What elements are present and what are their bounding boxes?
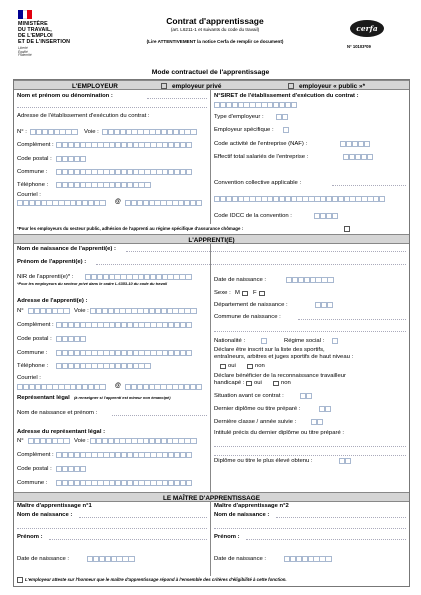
apprentice-phone-label: Téléphone : [17,363,49,369]
master1-first-name-field[interactable] [49,534,207,540]
apprentice-birth-name-label: Nom de naissance de l'apprenti(e) : [17,246,116,252]
apprentice-band [14,234,409,244]
precise-title-label: Intitulé précis du dernier diplôme ou titre préparé : [214,430,344,436]
employer-email-domain-boxes[interactable] [125,200,202,206]
email-at-icon: @ [115,199,121,205]
sex-f-checkbox[interactable] [259,291,265,297]
legal-rep-complement-label: Complément : [17,452,54,458]
master1-birth-name-field[interactable] [79,512,207,518]
last-class-boxes[interactable] [311,419,323,425]
legal-rep-number-boxes[interactable] [28,438,69,444]
employer-public-label: employeur « public »* [299,82,366,90]
employer-specific-label: Employeur spécifique : [214,127,274,133]
master2-first-name-label: Prénom : [214,534,240,540]
marianne-flag-icon [18,10,32,19]
apprentice-postal-label: Code postal : [17,336,52,342]
apprentice-street-label: Voie : [74,308,89,314]
employer-address-label: Adresse de l'établissement d'exécution du contrat : [17,113,150,119]
disability-line-2: handicapé : [214,380,245,386]
apprentice-dept-label: Département de naissance : [214,302,288,308]
employer-convention-boxes[interactable] [214,196,385,202]
legal-rep-postal-label: Code postal : [17,466,52,472]
apprentice-number-label: N° [17,308,24,314]
apprentice-email-label: Courriel : [17,375,41,381]
employer-idcc-label: Code IDCC de la convention : [214,213,292,219]
employer-street-label: Voie : [84,129,99,135]
disability-no-checkbox[interactable] [273,381,279,387]
employer-column-divider [210,90,211,224]
apprentice-nir-note: *Pour les employeurs du secteur privé dans le cadre L.6353-10 du code du travail [17,281,168,286]
unemployment-insurance-checkbox[interactable] [344,226,350,232]
apprentice-first-name-label: Prénom de l'apprenti(e) : [17,259,87,265]
employer-band [14,80,409,90]
apprentice-email-domain-boxes[interactable] [125,384,202,390]
master1-birth-name-field-2[interactable] [17,523,207,529]
legal-rep-name-label: Nom de naissance et prénom : [17,410,98,416]
employer-siret-label: N°SIRET de l'établissement d'exécution du contrat : [214,93,359,99]
sex-m-checkbox[interactable] [242,291,248,297]
legal-rep-city-label: Commune : [17,480,48,486]
master-attestation-note: L'employeur atteste sur l'honneur que le maître d'apprentissage répond à l'ensemble des critères d'éligibilité à cette fonction. [25,577,287,582]
master1-birth-date-boxes[interactable] [87,556,134,562]
last-class-label: Dernière classe / année suivie : [214,419,297,425]
form-frame [13,79,410,587]
apprentice-birth-date-label: Date de naissance : [214,277,267,283]
employer-email-user-boxes[interactable] [17,200,105,206]
apprentice-complement-boxes[interactable] [56,322,191,328]
legal-rep-address-label: Adresse du représentant légal : [17,429,106,435]
employer-private-label: employeur privé [172,82,222,90]
motto-line: Égalité [18,49,28,54]
precise-title-field[interactable] [214,441,406,447]
employer-headcount-boxes[interactable] [343,154,372,160]
precise-title-field-2[interactable] [214,450,406,456]
employer-type-boxes[interactable] [276,114,288,120]
document-header [110,16,320,44]
last-diploma-boxes[interactable] [319,406,331,412]
cerfa-number: N° 10103*09 [347,44,371,49]
employer-complement-boxes[interactable] [56,142,191,148]
last-diploma-label: Dernier diplôme ou titre préparé : [214,406,301,412]
cerfa-logo: cerfa [350,20,384,37]
ministry-line: MINISTÈRE [18,21,48,27]
ministry-line: DU TRAVAIL, [18,27,52,33]
apprentice-postal-boxes[interactable] [56,336,85,342]
disability-yes-checkbox[interactable] [246,381,252,387]
employer-band-title: L'EMPLOYEUR [72,82,118,90]
employer-phone-boxes[interactable] [56,182,150,188]
employer-email-label: Courriel : [17,192,41,198]
apprentice-dept-boxes[interactable] [315,302,333,308]
apprentice-street-boxes[interactable] [90,308,196,314]
legal-rep-label: Représentant légal [17,395,70,401]
employer-naf-boxes[interactable] [340,141,369,147]
master1-first-name-label: Prénom : [17,534,43,540]
master-attestation-checkbox[interactable] [17,577,23,583]
ministry-line: DE L'EMPLOI [18,33,53,39]
employer-type-label: Type d'employeur : [214,114,264,120]
legal-rep-complement-boxes[interactable] [56,452,191,458]
legal-rep-note: (à renseigner si l'apprenti est mineur non émancipé) [74,395,171,400]
legal-rep-city-boxes[interactable] [56,480,191,486]
apprentice-nir-label: NIR de l'apprenti(e)* : [17,274,74,280]
email-at-icon: @ [115,383,121,389]
master2-birth-date-label: Date de naissance : [214,556,267,562]
master2-first-name-field[interactable] [246,534,406,540]
document-notice: (Lire ATTENTIVEMENT la notice Cerfa de remplir ce document) [146,39,284,44]
employer-name-field-2[interactable] [17,102,207,108]
apprentice-birth-city-field[interactable] [298,314,406,320]
employer-number-label: N° : [17,129,27,135]
motto-line: Liberté [18,46,28,50]
employer-idcc-boxes[interactable] [314,213,338,219]
employer-postal-boxes[interactable] [56,156,85,162]
apprentice-email-user-boxes[interactable] [17,384,105,390]
sex-m-label: M [235,290,240,296]
legal-rep-street-label: Voie : [74,438,89,444]
employer-private-checkbox[interactable] [161,83,167,89]
athlete-no-label: non [255,363,265,369]
athlete-line-1: Déclare être inscrit sur la liste des sportifs, [214,347,325,353]
apprentice-social-boxes[interactable] [332,338,338,344]
employer-public-checkbox[interactable] [288,83,294,89]
apprentice-social-label: Régime social : [284,338,325,344]
master2-birth-name-field[interactable] [276,512,406,518]
employer-convention-field[interactable] [332,180,406,186]
apprentice-nir-boxes[interactable] [85,274,191,280]
employer-specific-boxes[interactable] [283,127,289,133]
master1-birth-date-label: Date de naissance : [17,556,70,562]
document-legal-ref: (art. L6211-1 et suivants du code du travail) [170,27,260,32]
apprentice-sex-label: Sexe : [214,290,231,296]
highest-diploma-label: Diplôme ou titre le plus élevé obtenu : [214,458,313,464]
document-title: Contrat d'apprentissage [166,16,264,26]
employer-name-field[interactable] [147,93,207,99]
apprentice-number-boxes[interactable] [28,308,69,314]
motto-line: Fraternité [18,53,32,58]
master2-birth-name-field-2[interactable] [214,523,406,529]
employer-street-boxes[interactable] [102,129,196,135]
republic-motto [18,47,108,58]
master2-birth-date-boxes[interactable] [284,556,331,562]
ministry-name [18,21,108,45]
legal-rep-number-label: N° [17,438,24,444]
apprentice-phone-boxes[interactable] [56,363,150,369]
employer-phone-label: Téléphone : [17,182,49,188]
legal-rep-postal-boxes[interactable] [56,466,85,472]
situation-label: Situation avant ce contrat : [214,393,284,399]
disability-no-label: non [281,380,291,386]
employer-city-label: Commune : [17,169,48,175]
disability-yes-label: oui [254,380,262,386]
form-title: Mode contractuel de l'apprentissage [151,69,270,76]
apprentice-address-label: Adresse de l'apprenti(e) : [17,298,88,304]
master-column-divider [210,502,211,576]
disability-line-1: Déclare bénéficier de la reconnaissance travailleur [214,373,346,379]
apprentice-column-divider [210,244,211,492]
sex-f-label: F [253,290,257,296]
apprentice-city-boxes[interactable] [56,350,191,356]
apprentice-nationality-label: Nationalité : [214,338,246,344]
legal-rep-street-boxes[interactable] [90,438,196,444]
employer-naf-label: Code activité de l'entreprise (NAF) : [214,141,308,147]
employer-siret-boxes[interactable] [214,102,296,108]
employer-public-note: *Pour les employeurs du secteur public, adhésion de l'apprenti au régime spécifique d'assurance chômage : [17,226,244,231]
apprentice-band-title: L'APPRENTI(E) [188,236,235,244]
athlete-yes-label: oui [228,363,236,369]
employer-convention-label: Convention collective applicable : [214,180,302,186]
apprentice-city-label: Commune : [17,350,48,356]
apprentice-first-name-field[interactable] [96,259,406,265]
situation-boxes[interactable] [300,393,312,399]
legal-rep-name-field[interactable] [112,410,207,416]
master1-birth-name-label: Nom de naissance : [17,512,73,518]
master2-birth-name-label: Nom de naissance : [214,512,270,518]
employer-complement-label: Complément : [17,142,54,148]
master2-title: Maître d'apprentissage n°2 [214,503,289,509]
employer-name-label: Nom et prénom ou dénomination : [17,93,113,99]
apprentice-complement-label: Complément : [17,322,54,328]
athlete-yes-checkbox[interactable] [220,364,226,370]
apprentice-birth-date-boxes[interactable] [286,277,333,283]
master1-title: Maître d'apprentissage n°1 [17,503,92,509]
apprentice-nationality-boxes[interactable] [261,338,267,344]
employer-number-boxes[interactable] [30,129,77,135]
athlete-no-checkbox[interactable] [247,364,253,370]
highest-diploma-boxes[interactable] [339,458,351,464]
master-band-title: LE MAÎTRE D'APPRENTISSAGE [162,494,261,502]
employer-headcount-label: Effectif total salariés de l'entreprise : [214,154,309,160]
apprentice-birth-city-label: Commune de naissance : [214,314,281,320]
apprentice-birth-city-field-2[interactable] [214,326,406,332]
ministry-line: ET DE L'INSERTION [18,39,71,45]
ministry-logo [18,10,108,58]
employer-postal-label: Code postal : [17,156,52,162]
master-band [14,492,409,502]
employer-city-boxes[interactable] [56,169,191,175]
athlete-line-2: entraîneurs, arbitres et juges sportifs de haut niveau : [214,354,354,360]
apprentice-birth-name-field[interactable] [126,246,406,252]
